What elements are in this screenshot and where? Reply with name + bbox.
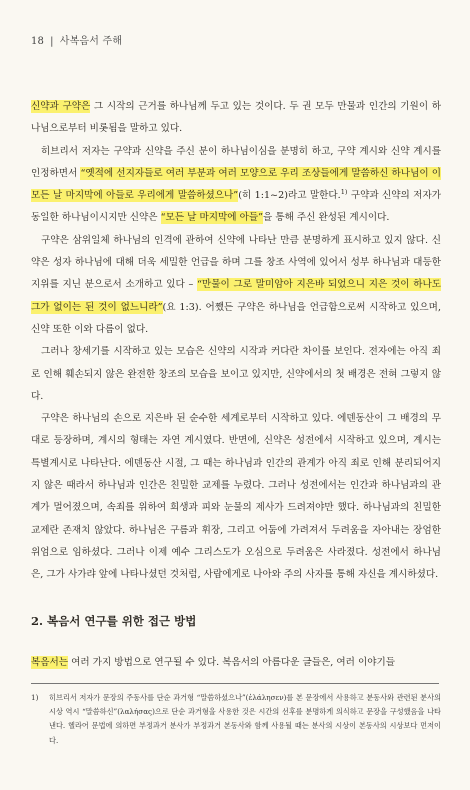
body-text <box>31 96 441 587</box>
highlighted-text: 복음서는 <box>31 657 69 668</box>
highlighted-text: “만물이 그로 말미암아 지은바 되었으니 지은 것이 하나도 그가 없이는 된 것이 없느니라” <box>31 279 442 313</box>
text-run: 구약은 삼위일체 하나님의 인격에 관하여 신약에 나타난 만큼 분명하게 표시하고 있지 않다. 신약은 성자 하나님에 대해 더욱 세밀한 언급을 하며 그를 창조 사역에 있어서 성부 하나님과 대등한 지위를 지닌 분으로서 소개하고 있다 – <box>31 234 441 291</box>
footnote-rule <box>31 683 439 684</box>
section-intro-paragraph <box>31 653 441 673</box>
section-title: 복음서 연구를 위한 접근 방법 <box>47 614 197 628</box>
footnote <box>31 691 441 748</box>
text-run: 그러나 창세기를 시작하고 있는 모습은 신약의 시작과 커다란 차이를 보인다. 전자에는 아직 죄로 인해 훼손되지 않은 완전한 창조의 모습을 보이고 있지만, 신약에서의 첫 배경은 전혀 그렇지 않다. <box>31 346 441 402</box>
footnote-number: 1) <box>31 693 39 702</box>
footnote-text: 히브리서 저자가 문장의 주동사를 단순 과거형 “말씀하셨으나”(ἐλάλησεν)를 본 문장에서 사용하고 분동사와 관련된 분사의 시상 역시 “말씀하신”(λαλήσας)으로 단순 과거형을 사용한 것은 시간의 선후를 분명하게 의식하고 문장을 구성했음을 나타낸다. 헬라어 문법에 의하면 부정과거 분사가 부정과거 본동사와 함께 사용될 때는 분사의 시상이 본동사의 시상보다 먼저이다. <box>49 693 441 745</box>
highlighted-text: 신약과 구약은 <box>31 101 91 112</box>
text-run: (요 1:3). 어쨌든 구약은 하나님을 언급함으로써 시작하고 있으며, 신약 또한 이와 다름이 없다. <box>31 301 441 335</box>
footnote-ref: 1) <box>340 188 348 197</box>
header-separator: | <box>50 36 54 47</box>
text-run: 구약과 신약의 저자가 동일한 하나님이시지만 신약은 <box>31 190 441 224</box>
text-run: (히 1:1~2)라고 말한다. <box>238 190 341 202</box>
footnotes <box>31 691 441 748</box>
page-number: 18 <box>31 36 45 47</box>
highlighted-text: “모든 날 마지막에 아들” <box>160 212 264 224</box>
text-run: 여러 가지 방법으로 연구될 수 있다. 복음서의 아름다운 글들은, 여러 이야기들 <box>68 657 396 668</box>
paragraph <box>31 341 441 408</box>
paragraph <box>31 141 441 230</box>
text-run: 구약은 하나님의 손으로 지은바 된 순수한 세계로부터 시작하고 있다. 에덴동산이 그 배경의 무대로 등장하며, 계시의 형태는 자연 계시였다. 반면에, 신약은 성전에서 시작하고 있으며, 계시는 특별계시로 나타난다. 에덴동산 시절, 그 때는 하나님과 인간의 관계가 아직 죄로 인해 분리되어지지 않은 때라서 하나님과 인간은 친밀한 교제를 누렸다. 그러나 성전에서는 인간과 하나님과의 관계가 멀어졌으며, 속죄를 위하여 희생과 피와 눈물의 제사가 드려져야만 했다. 하나님과의 친밀한 교제란 존재치 않았다. 하나님은 구름과 휘장, 그리고 어둠에 가려져서 두려움을 자아내는 장엄한 위엄으로 임하셨다. 그러나 이제 예수 그리스도가 오심으로 두려움은 사라졌다. 성전에서 하나님은, 그가 사가랴 앞에 나타나셨던 것처럼, 사랍에게로 나아와 주의 사자를 통해 자신을 계시하셨다. <box>31 413 441 581</box>
highlighted-text: “옛적에 선지자들로 여러 부분과 여러 모양으로 우리 조상들에게 말씀하신 하나님이 이 모든 날 마지막에 아들로 우리에게 말씀하셨으나” <box>31 167 441 202</box>
section-heading <box>31 613 196 629</box>
paragraph <box>31 96 441 141</box>
text-run: 그 시작의 근거를 하나님께 두고 있는 것이다. 두 권 모두 만물과 인간의 기원이 하나님으로부터 비롯됨을 말하고 있다. <box>31 101 441 135</box>
section-number: 2. <box>31 614 44 628</box>
text-run: 히브리서 저자는 구약과 신약을 주신 분이 하나님이심을 분명히 하고, 구약 계시와 신약 계시를 인정하면서 <box>31 145 441 179</box>
running-header <box>31 32 122 47</box>
paragraph <box>31 230 441 341</box>
paragraph <box>31 408 441 586</box>
text-run: 을 통해 주신 완성된 계시이다. <box>263 212 390 224</box>
book-title: 사복음서 주해 <box>59 36 123 47</box>
